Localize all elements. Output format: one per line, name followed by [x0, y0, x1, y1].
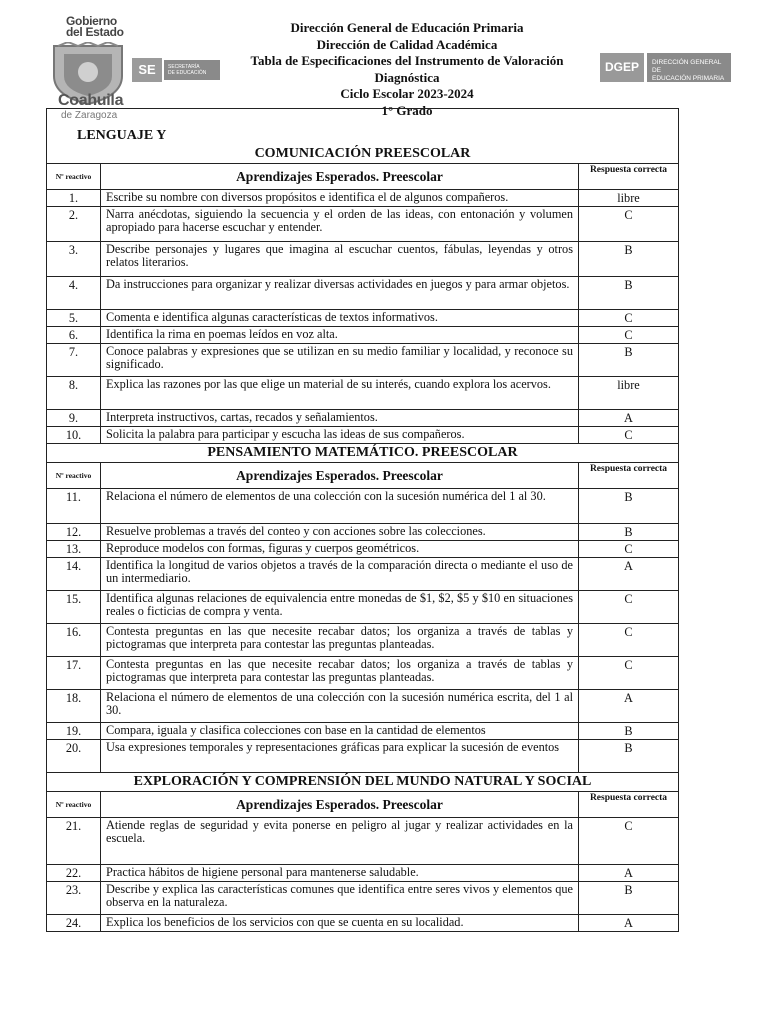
table-row — [47, 723, 679, 740]
aprendizaje-text: Describe personajes y lugares que imagina al escuchar cuentos, fábulas, leyendas y otros relatos literarios. — [101, 242, 579, 277]
zaragoza-wordmark: de Zaragoza — [61, 110, 118, 121]
respuesta-correcta: C — [579, 427, 679, 444]
se-badge: SE — [132, 58, 162, 82]
table-row — [47, 624, 679, 657]
dgep-logo — [600, 53, 731, 82]
specification-table — [46, 108, 679, 932]
aprendizaje-text: Explica los beneficios de los servicios con que se cuenta en su localidad. — [101, 915, 579, 932]
section-title-row — [47, 109, 679, 164]
aprendizaje-text: Escribe su nombre con diversos propósitos e identifica el de algunos compañeros. — [101, 190, 579, 207]
respuesta-correcta: A — [579, 915, 679, 932]
col-header-num: Nº reactivo — [47, 164, 101, 190]
respuesta-correcta: C — [579, 327, 679, 344]
table-row — [47, 882, 679, 915]
column-header-row — [47, 792, 679, 818]
table-row — [47, 190, 679, 207]
dgep-line1: DIRECCIÓN GENERAL DE — [652, 59, 722, 74]
col-header-aprendizajes: Aprendizajes Esperados. Preescolar — [101, 792, 579, 818]
header-line-6: 1° Grado — [381, 102, 433, 118]
section-title-row — [47, 444, 679, 463]
table-row — [47, 690, 679, 723]
reactivo-number: 20. — [47, 740, 101, 773]
section-title: EXPLORACIÓN Y COMPRENSIÓN DEL MUNDO NATURAL Y SOCIAL — [47, 773, 679, 792]
respuesta-correcta: A — [579, 690, 679, 723]
col-header-num: Nº reactivo — [47, 792, 101, 818]
respuesta-correcta: B — [579, 524, 679, 541]
col-header-respuesta: Respuesta correcta — [579, 164, 679, 190]
table-row — [47, 310, 679, 327]
reactivo-number: 12. — [47, 524, 101, 541]
reactivo-number: 23. — [47, 882, 101, 915]
respuesta-correcta: C — [579, 207, 679, 242]
section-title-row — [47, 773, 679, 792]
respuesta-correcta: C — [579, 541, 679, 558]
reactivo-number: 9. — [47, 410, 101, 427]
reactivo-number: 15. — [47, 591, 101, 624]
respuesta-correcta: A — [579, 410, 679, 427]
respuesta-correcta: B — [579, 723, 679, 740]
table-row — [47, 277, 679, 310]
respuesta-correcta: libre — [579, 377, 679, 410]
header-line-5: Ciclo Escolar 2023-2024 — [340, 86, 474, 101]
respuesta-correcta: C — [579, 657, 679, 690]
reactivo-number: 1. — [47, 190, 101, 207]
aprendizaje-text: Atiende reglas de seguridad y evita ponerse en peligro al jugar y realizar actividades en la escuela. — [101, 818, 579, 865]
respuesta-correcta: libre — [579, 190, 679, 207]
dgep-label — [647, 53, 731, 82]
aprendizaje-text: Describe y explica las características comunes que identifica entre seres vivos y elementos que observa en la naturaleza. — [101, 882, 579, 915]
aprendizaje-text: Da instrucciones para organizar y realizar diversas actividades en juegos y para armar objetos. — [101, 277, 579, 310]
aprendizaje-text: Interpreta instructivos, cartas, recados y señalamientos. — [101, 410, 579, 427]
table-row — [47, 344, 679, 377]
respuesta-correcta: B — [579, 344, 679, 377]
gobierno-line2: del Estado — [66, 25, 124, 39]
reactivo-number: 6. — [47, 327, 101, 344]
gobierno-label — [66, 16, 124, 38]
reactivo-number: 11. — [47, 489, 101, 524]
secretaria-line2: DE EDUCACIÓN — [168, 70, 207, 76]
reactivo-number: 2. — [47, 207, 101, 242]
dgep-line2: EDUCACIÓN PRIMARIA — [652, 75, 725, 82]
respuesta-correcta: B — [579, 882, 679, 915]
col-header-respuesta: Respuesta correcta — [579, 792, 679, 818]
column-header-row — [47, 463, 679, 489]
aprendizaje-text: Comenta e identifica algunas características de textos informativos. — [101, 310, 579, 327]
reactivo-number: 18. — [47, 690, 101, 723]
reactivo-number: 10. — [47, 427, 101, 444]
reactivo-number: 13. — [47, 541, 101, 558]
column-header-row — [47, 164, 679, 190]
respuesta-correcta: C — [579, 818, 679, 865]
table-row — [47, 489, 679, 524]
reactivo-number: 14. — [47, 558, 101, 591]
table-row — [47, 410, 679, 427]
aprendizaje-text: Explica las razones por las que elige un material de su interés, cuando explora los acervos. — [101, 377, 579, 410]
reactivo-number: 22. — [47, 865, 101, 882]
table-row — [47, 558, 679, 591]
reactivo-number: 3. — [47, 242, 101, 277]
section-title — [47, 109, 679, 164]
respuesta-correcta: A — [579, 865, 679, 882]
aprendizaje-text: Practica hábitos de higiene personal para mantenerse saludable. — [101, 865, 579, 882]
reactivo-number: 8. — [47, 377, 101, 410]
respuesta-correcta: C — [579, 310, 679, 327]
col-header-respuesta: Respuesta correcta — [579, 463, 679, 489]
reactivo-number: 4. — [47, 277, 101, 310]
gobierno-line1: Gobierno — [66, 14, 117, 28]
table-row — [47, 591, 679, 624]
col-header-num: Nº reactivo — [47, 463, 101, 489]
section-title: PENSAMIENTO MATEMÁTICO. PREESCOLAR — [47, 444, 679, 463]
aprendizaje-text: Conoce palabras y expresiones que se utilizan en su medio familiar y localidad, y reconoce su significado. — [101, 344, 579, 377]
aprendizaje-text: Identifica la rima en poemas leídos en voz alta. — [101, 327, 579, 344]
table-row — [47, 427, 679, 444]
aprendizaje-text: Contesta preguntas en las que necesite recabar datos; los organiza a través de tablas y pictogramas que interpreta para contestar las preguntas planteadas. — [101, 624, 579, 657]
reactivo-number: 17. — [47, 657, 101, 690]
table-row — [47, 818, 679, 865]
document-header — [230, 20, 584, 119]
aprendizaje-text: Usa expresiones temporales y representaciones gráficas para explicar la sucesión de eventos — [101, 740, 579, 773]
reactivo-number: 5. — [47, 310, 101, 327]
respuesta-correcta: B — [579, 489, 679, 524]
secretaria-label — [164, 60, 220, 80]
header-line-1: Dirección General de Educación Primaria — [290, 20, 524, 35]
table-row — [47, 657, 679, 690]
table-row — [47, 377, 679, 410]
respuesta-correcta: C — [579, 591, 679, 624]
col-header-aprendizajes: Aprendizajes Esperados. Preescolar — [101, 463, 579, 489]
aprendizaje-text: Relaciona el número de elementos de una colección con la sucesión numérica escrita, del 1 al 30. — [101, 690, 579, 723]
section-title-line1: LENGUAJE Y — [77, 128, 167, 143]
table-row — [47, 740, 679, 773]
respuesta-correcta: B — [579, 740, 679, 773]
table-row — [47, 524, 679, 541]
reactivo-number: 19. — [47, 723, 101, 740]
aprendizaje-text: Contesta preguntas en las que necesite recabar datos; los organiza a través de tablas y pictogramas que interpreta para contestar las preguntas planteadas. — [101, 657, 579, 690]
secretaria-line1: SECRETARÍA — [168, 64, 200, 70]
coahuila-wordmark: Coahuila — [58, 92, 124, 109]
dgep-abbr: DGEP — [600, 53, 644, 82]
col-header-aprendizajes: Aprendizajes Esperados. Preescolar — [101, 164, 579, 190]
respuesta-correcta: A — [579, 558, 679, 591]
table-row — [47, 865, 679, 882]
reactivo-number: 16. — [47, 624, 101, 657]
aprendizaje-text: Identifica la longitud de varios objetos a través de la comparación directa o mediante el uso de un intermediario. — [101, 558, 579, 591]
aprendizaje-text: Resuelve problemas a través del conteo y con acciones sobre las colecciones. — [101, 524, 579, 541]
table-row — [47, 242, 679, 277]
gobierno-coahuila-logo — [44, 14, 224, 122]
header-line-4: Diagnóstica — [374, 69, 440, 85]
aprendizaje-text: Reproduce modelos con formas, figuras y cuerpos geométricos. — [101, 541, 579, 558]
aprendizaje-text: Narra anécdotas, siguiendo la secuencia y el orden de las ideas, con entonación y volumen apropiado para hacerse escuchar y entender. — [101, 207, 579, 242]
aprendizaje-text: Compara, iguala y clasifica colecciones con base en la cantidad de elementos — [101, 723, 579, 740]
table-row — [47, 327, 679, 344]
aprendizaje-text: Solicita la palabra para participar y escucha las ideas de sus compañeros. — [101, 427, 579, 444]
reactivo-number: 21. — [47, 818, 101, 865]
section-title-line2: COMUNICACIÓN PREESCOLAR — [254, 146, 471, 161]
header-line-2: Dirección de Calidad Académica — [316, 36, 498, 52]
table-row — [47, 207, 679, 242]
respuesta-correcta: B — [579, 242, 679, 277]
aprendizaje-text: Identifica algunas relaciones de equivalencia entre monedas de $1, $2, $5 y $10 en situaciones reales o ficticias de compra y venta. — [101, 591, 579, 624]
reactivo-number: 24. — [47, 915, 101, 932]
respuesta-correcta: B — [579, 277, 679, 310]
table-row — [47, 915, 679, 932]
table-row — [47, 541, 679, 558]
respuesta-correcta: C — [579, 624, 679, 657]
reactivo-number: 7. — [47, 344, 101, 377]
aprendizaje-text: Relaciona el número de elementos de una colección con la sucesión numérica del 1 al 30. — [101, 489, 579, 524]
header-line-3: Tabla de Especificaciones del Instrumento de Valoración — [250, 53, 564, 68]
